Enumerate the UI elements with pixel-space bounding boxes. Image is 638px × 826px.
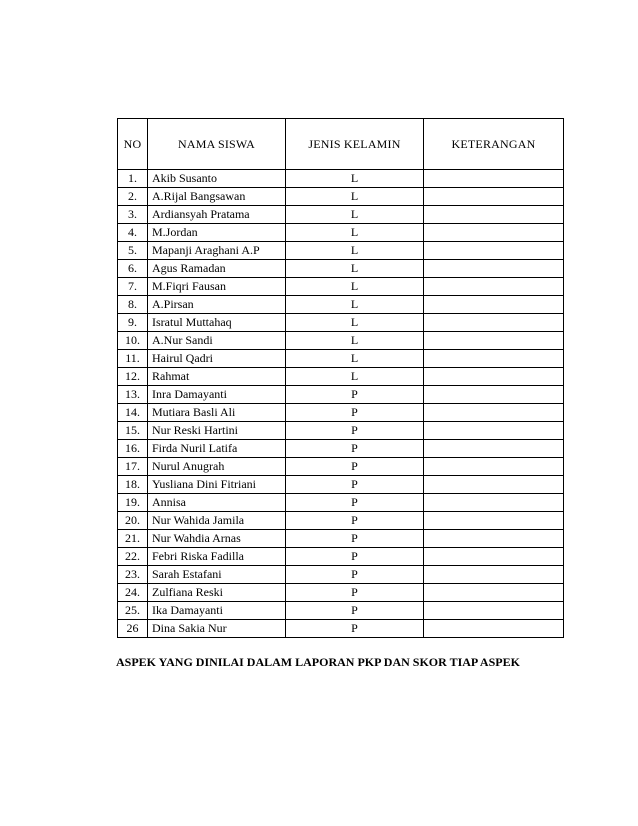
cell-jenis-kelamin: P [286,476,424,494]
table-row [118,278,564,296]
cell-no: 1. [118,170,148,188]
cell-jenis-kelamin: L [286,188,424,206]
cell-jenis-kelamin: P [286,404,424,422]
cell-nama: Sarah Estafani [148,566,286,584]
cell-no: 5. [118,242,148,260]
table-row [118,314,564,332]
cell-no: 4. [118,224,148,242]
cell-nama: Nur Reski Hartini [148,422,286,440]
cell-nama: Firda Nuril Latifa [148,440,286,458]
table-row [118,620,564,638]
cell-keterangan [424,422,564,440]
cell-no: 3. [118,206,148,224]
cell-jenis-kelamin: P [286,458,424,476]
table-header-row [118,119,564,170]
cell-jenis-kelamin: L [286,206,424,224]
cell-no: 13. [118,386,148,404]
cell-nama: Mapanji Araghani A.P [148,242,286,260]
table-row [118,512,564,530]
table-row [118,602,564,620]
cell-keterangan [424,404,564,422]
cell-jenis-kelamin: P [286,386,424,404]
cell-nama: Isratul Muttahaq [148,314,286,332]
cell-nama: Akib Susanto [148,170,286,188]
cell-jenis-kelamin: P [286,440,424,458]
cell-keterangan [424,188,564,206]
table-row [118,458,564,476]
cell-keterangan [424,494,564,512]
table-row [118,566,564,584]
header-nama-siswa: NAMA SISWA [148,119,286,170]
cell-no: 17. [118,458,148,476]
cell-keterangan [424,530,564,548]
cell-no: 23. [118,566,148,584]
cell-nama: Ardiansyah Pratama [148,206,286,224]
cell-no: 7. [118,278,148,296]
cell-nama: Yusliana Dini Fitriani [148,476,286,494]
cell-no: 11. [118,350,148,368]
cell-jenis-kelamin: L [286,350,424,368]
cell-no: 19. [118,494,148,512]
cell-no: 26 [118,620,148,638]
cell-keterangan [424,440,564,458]
student-table [117,118,564,638]
cell-jenis-kelamin: L [286,260,424,278]
cell-jenis-kelamin: L [286,332,424,350]
table-row [118,584,564,602]
table-row [118,422,564,440]
cell-keterangan [424,476,564,494]
table-row [118,368,564,386]
table-row [118,206,564,224]
section-title: ASPEK YANG DINILAI DALAM LAPORAN PKP DAN SKOR TIAP ASPEK [116,655,520,669]
cell-jenis-kelamin: P [286,512,424,530]
cell-no: 16. [118,440,148,458]
table-row [118,476,564,494]
cell-jenis-kelamin: L [286,170,424,188]
cell-keterangan [424,368,564,386]
cell-jenis-kelamin: L [286,242,424,260]
cell-keterangan [424,314,564,332]
cell-nama: Mutiara Basli Ali [148,404,286,422]
cell-no: 24. [118,584,148,602]
cell-keterangan [424,206,564,224]
cell-jenis-kelamin: P [286,494,424,512]
cell-keterangan [424,584,564,602]
cell-no: 20. [118,512,148,530]
cell-no: 6. [118,260,148,278]
cell-nama: M.Jordan [148,224,286,242]
cell-nama: Ika Damayanti [148,602,286,620]
cell-keterangan [424,350,564,368]
cell-jenis-kelamin: P [286,620,424,638]
cell-keterangan [424,332,564,350]
cell-jenis-kelamin: P [286,566,424,584]
cell-nama: A.Nur Sandi [148,332,286,350]
cell-no: 9. [118,314,148,332]
cell-nama: M.Fiqri Fausan [148,278,286,296]
header-jenis-kelamin: JENIS KELAMIN [286,119,424,170]
cell-nama: A.Pirsan [148,296,286,314]
cell-nama: Rahmat [148,368,286,386]
cell-nama: Zulfiana Reski [148,584,286,602]
cell-nama: Febri Riska Fadilla [148,548,286,566]
cell-no: 18. [118,476,148,494]
table-row [118,296,564,314]
cell-keterangan [424,224,564,242]
cell-jenis-kelamin: L [286,296,424,314]
cell-keterangan [424,242,564,260]
cell-nama: A.Rijal Bangsawan [148,188,286,206]
cell-nama: Nur Wahida Jamila [148,512,286,530]
cell-jenis-kelamin: P [286,584,424,602]
table-row [118,224,564,242]
cell-no: 12. [118,368,148,386]
table-row [118,548,564,566]
cell-keterangan [424,548,564,566]
cell-nama: Hairul Qadri [148,350,286,368]
cell-no: 15. [118,422,148,440]
cell-no: 14. [118,404,148,422]
cell-jenis-kelamin: L [286,278,424,296]
table-row [118,530,564,548]
cell-jenis-kelamin: L [286,368,424,386]
cell-keterangan [424,278,564,296]
table-row [118,242,564,260]
header-no: NO [118,119,148,170]
table-row [118,170,564,188]
header-keterangan: KETERANGAN [424,119,564,170]
table-row [118,260,564,278]
table-row [118,440,564,458]
cell-jenis-kelamin: P [286,530,424,548]
table-body [118,170,564,638]
cell-keterangan [424,602,564,620]
cell-keterangan [424,260,564,278]
table-row [118,332,564,350]
cell-no: 22. [118,548,148,566]
cell-jenis-kelamin: P [286,548,424,566]
cell-nama: Dina Sakia Nur [148,620,286,638]
cell-nama: Inra Damayanti [148,386,286,404]
cell-keterangan [424,566,564,584]
cell-jenis-kelamin: P [286,422,424,440]
cell-keterangan [424,386,564,404]
cell-no: 25. [118,602,148,620]
table-row [118,494,564,512]
cell-keterangan [424,512,564,530]
table-row [118,386,564,404]
cell-nama: Nurul Anugrah [148,458,286,476]
cell-nama: Nur Wahdia Arnas [148,530,286,548]
cell-no: 10. [118,332,148,350]
table-row [118,188,564,206]
table-row [118,404,564,422]
cell-keterangan [424,296,564,314]
cell-no: 21. [118,530,148,548]
cell-no: 8. [118,296,148,314]
cell-keterangan [424,620,564,638]
cell-keterangan [424,170,564,188]
cell-jenis-kelamin: L [286,224,424,242]
cell-nama: Annisa [148,494,286,512]
cell-nama: Agus Ramadan [148,260,286,278]
table-row [118,350,564,368]
cell-jenis-kelamin: L [286,314,424,332]
cell-jenis-kelamin: P [286,602,424,620]
cell-no: 2. [118,188,148,206]
cell-keterangan [424,458,564,476]
